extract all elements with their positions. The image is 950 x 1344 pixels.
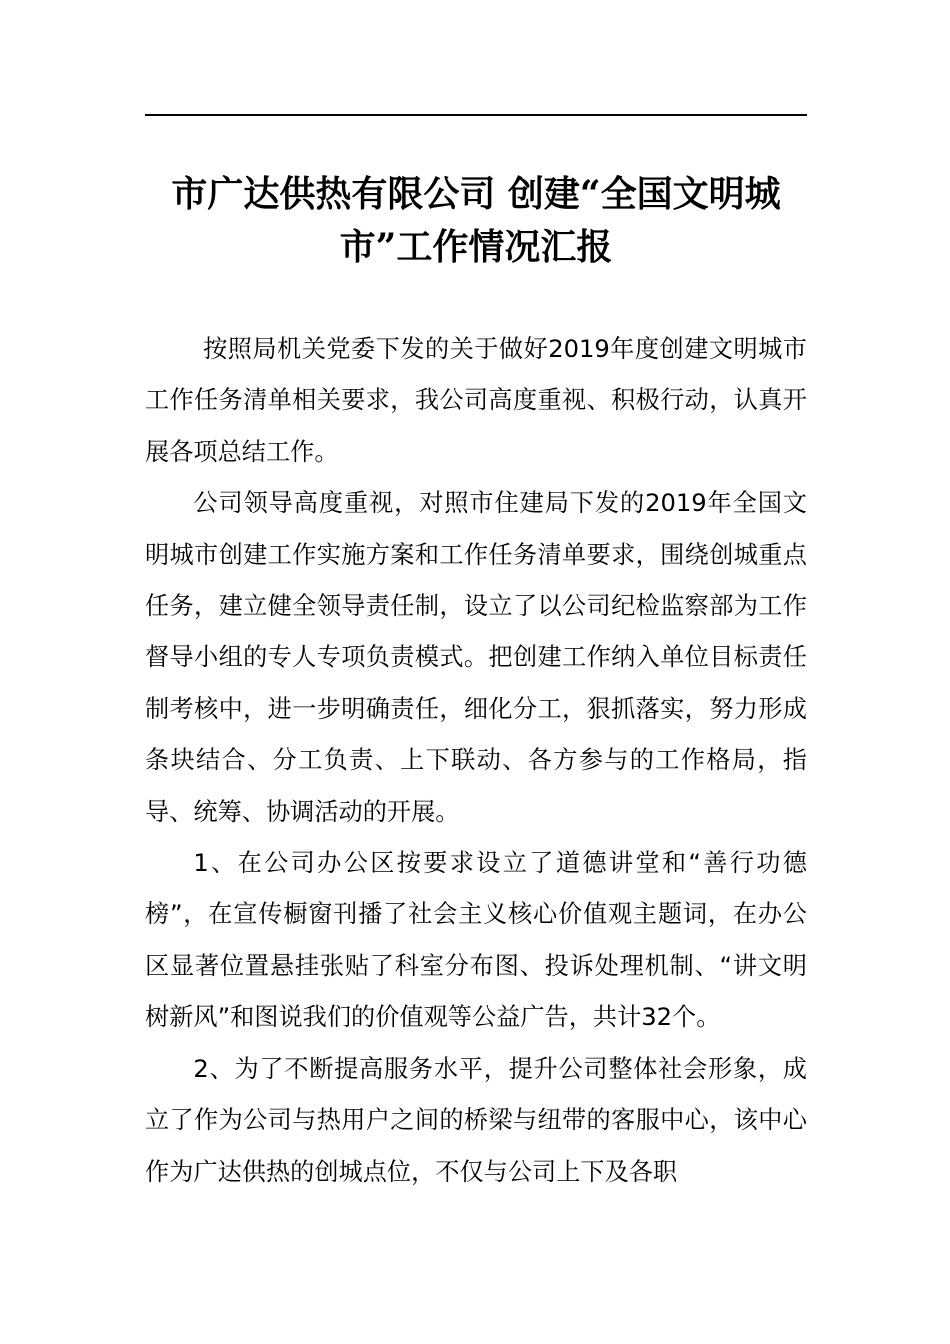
title-line-1: 市广达供热有限公司 创建“全国文明城 <box>171 173 781 215</box>
document-body <box>145 324 807 1198</box>
header-rule <box>145 114 807 116</box>
paragraph-leadership: 公司领导高度重视，对照市住建局下发的2019年全国文明城市创建工作实施方案和工作任务清单要求，围绕创城重点任务，建立健全领导责任制，设立了以公司纪检监察部为工作督导小组的专人专项负责模式。把创建工作纳入单位目标责任制考核中，进一步明确责任，细化分工，狠抓落实，努力形成条块结合、分工负责、上下联动、各方参与的工作格局，指导、统筹、协调活动的开展。 <box>145 489 807 826</box>
paragraph-intro: 按照局机关党委下发的关于做好2019年度创建文明城市工作任务清单相关要求，我公司高度重视、积极行动，认真开展各项总结工作。 <box>145 335 807 466</box>
paragraph-item-1: 1、在公司办公区按要求设立了道德讲堂和“善行功德榜”，在宣传橱窗刊播了社会主义核心价值观主题词，在办公区显著位置悬挂张贴了科室分布图、投诉处理机制、“讲文明树新风”和图说我们的价值观等公益广告，共计32个。 <box>145 849 807 1032</box>
title-line-2: 市”工作情况汇报 <box>339 226 613 268</box>
paragraph-item-2: 2、为了不断提高服务水平，提升公司整体社会形象，成立了作为公司与热用户之间的桥梁与纽带的客服中心，该中心作为广达供热的创城点位，不仅与公司上下及各职 <box>145 1054 807 1186</box>
document-title <box>145 168 807 274</box>
